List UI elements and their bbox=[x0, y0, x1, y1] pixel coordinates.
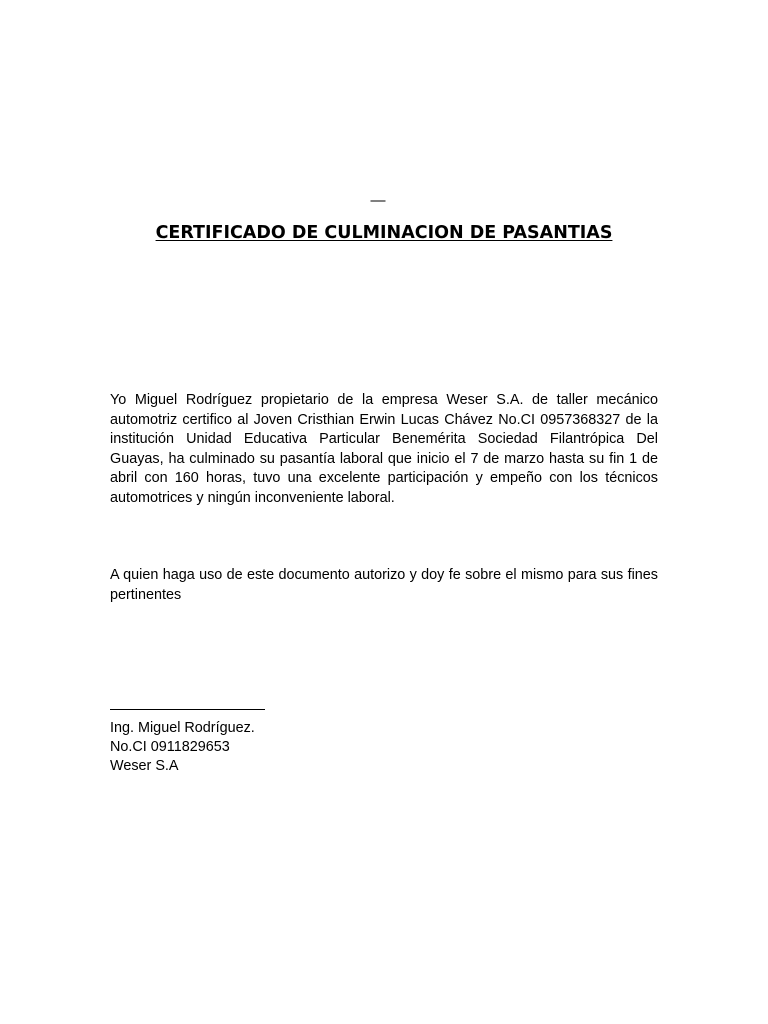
signer-id: No.CI 0911829653 bbox=[110, 739, 230, 755]
document-title: CERTIFICADO DE CULMINACION DE PASANTIAS bbox=[155, 223, 613, 243]
authorization-paragraph: A quien haga uso de este documento autorizo y doy fe sobre el mismo para sus fines pertinentes bbox=[110, 567, 658, 603]
signer-name: Ing. Miguel Rodríguez. bbox=[110, 720, 255, 736]
certification-paragraph: Yo Miguel Rodríguez propietario de la empresa Weser S.A. de taller mecánico automotriz certifico al Joven Cristhian Erwin Lucas Chávez No.CI 0957368327 de la institución Unidad Educativa Particular Benemérita Sociedad Filantrópica Del Guayas, ha culminado su pasantía laboral que inicio el 7 de marzo hasta su fin 1 de abril con 160 horas, tuvo una excelente participación y empeño con los técnicos automotrices y ningún inconveniente laboral. bbox=[110, 392, 658, 506]
signer-company: Weser S.A bbox=[110, 758, 179, 774]
signature-line bbox=[110, 695, 265, 710]
top-dash-mark: — bbox=[370, 192, 386, 209]
signature-block bbox=[110, 695, 410, 776]
